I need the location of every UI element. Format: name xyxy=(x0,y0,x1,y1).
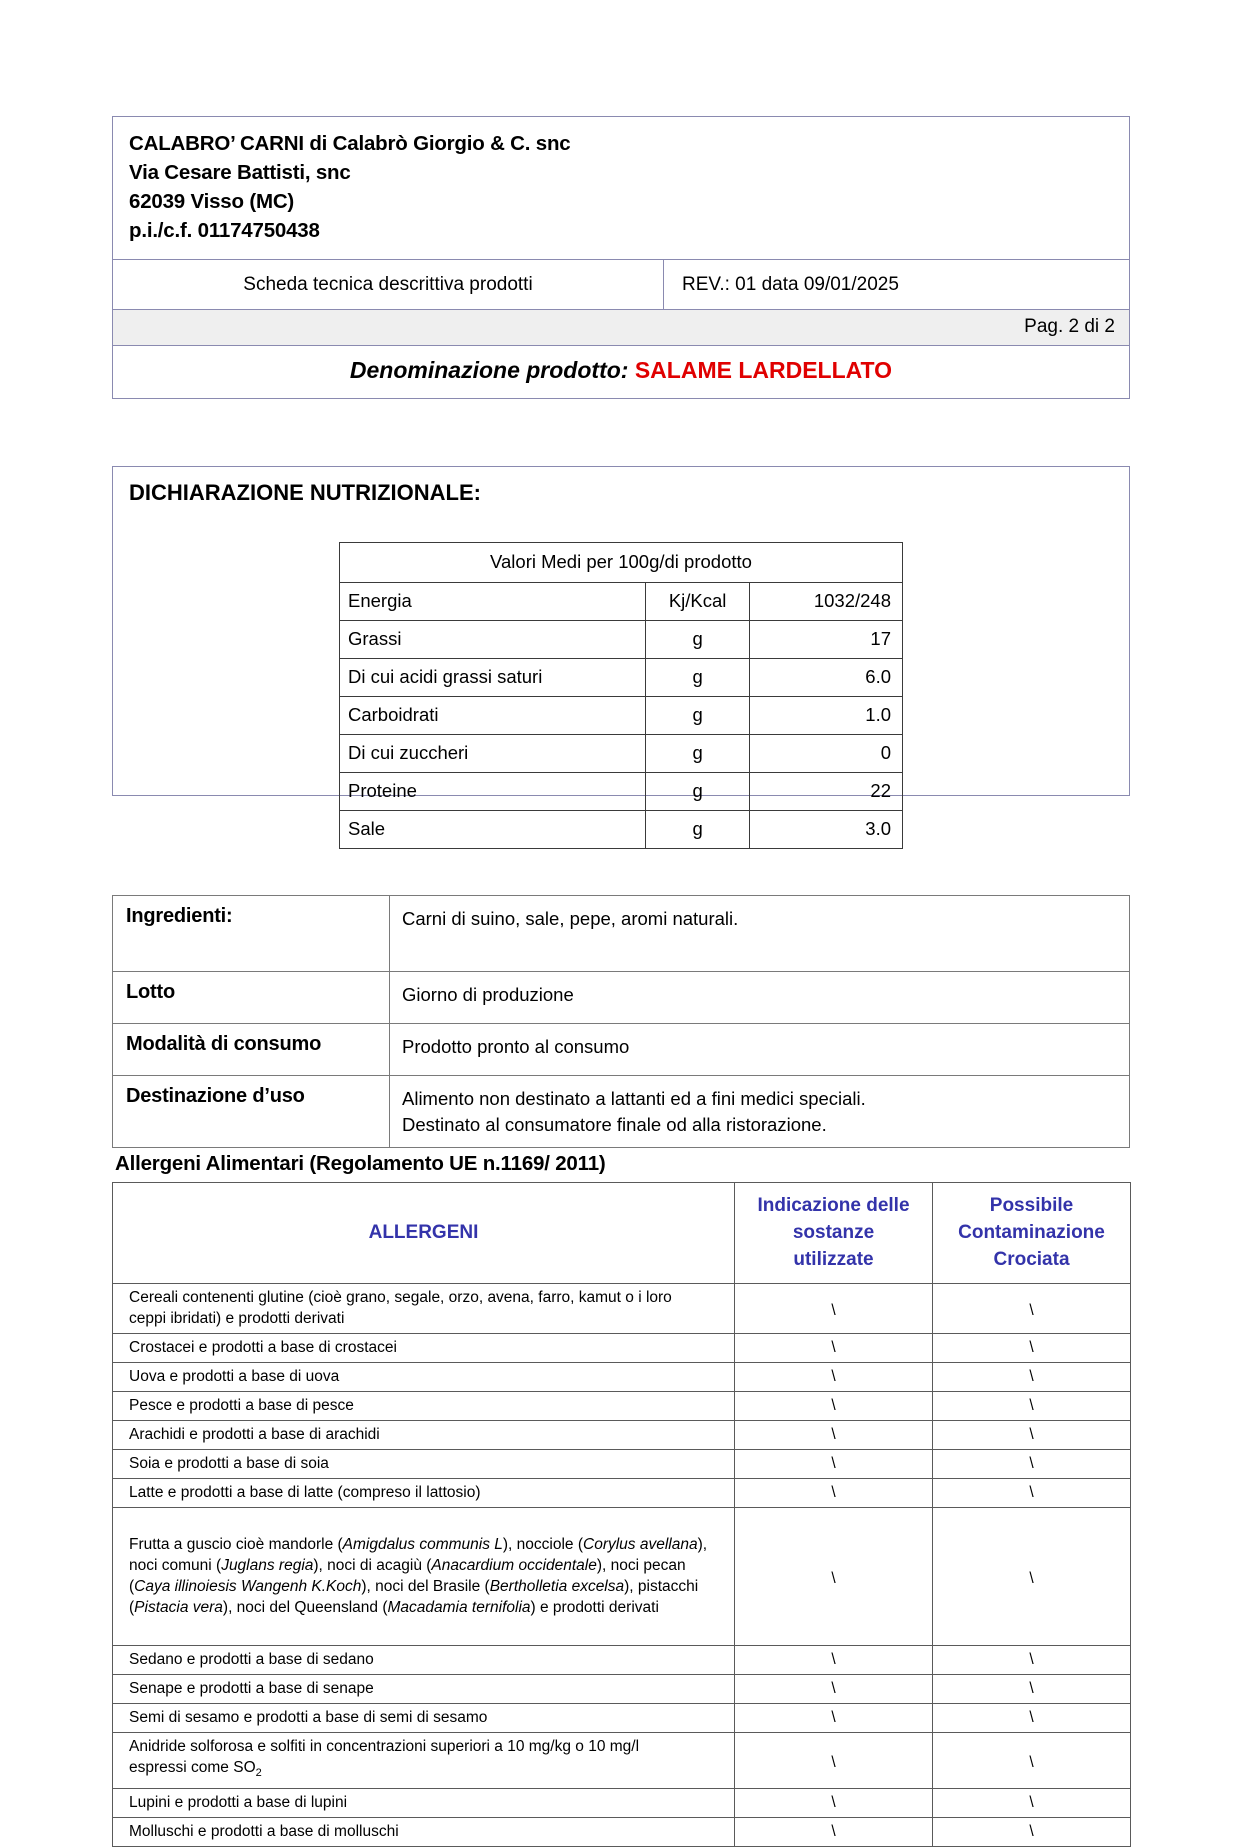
nutrition-declaration-block xyxy=(112,466,1130,839)
table-row xyxy=(113,1024,1130,1076)
allergen-contamination-mark: \ xyxy=(933,1363,1131,1392)
info-value-destinazione xyxy=(390,1076,1130,1148)
allergen-indication-mark: \ xyxy=(735,1421,933,1450)
allergen-contamination-mark: \ xyxy=(933,1733,1131,1789)
table-row xyxy=(340,659,903,697)
allergen-name: Molluschi e prodotti a base di molluschi xyxy=(113,1818,735,1847)
table-row xyxy=(113,1392,1131,1421)
allergen-contamination-mark: \ xyxy=(933,1392,1131,1421)
table-row xyxy=(113,1334,1131,1363)
destinazione-line-2: Destinato al consumatore finale od alla ristorazione. xyxy=(402,1114,827,1135)
company-info-cell xyxy=(113,117,1129,260)
allergen-name: Senape e prodotti a base di senape xyxy=(113,1675,735,1704)
info-value-modalita: Prodotto pronto al consumo xyxy=(390,1024,1130,1076)
info-value-lotto: Giorno di produzione xyxy=(390,972,1130,1024)
allergen-name: Latte e prodotti a base di latte (compreso il lattosio) xyxy=(113,1479,735,1508)
table-row xyxy=(113,1421,1131,1450)
contamination-line-1: Possibile xyxy=(989,1195,1074,1216)
nutrition-row-name: Carboidrati xyxy=(340,697,646,735)
nutrition-row-name: Sale xyxy=(340,811,646,849)
allergen-contamination-mark: \ xyxy=(933,1334,1131,1363)
table-row xyxy=(340,811,903,849)
allergen-indication-mark: \ xyxy=(735,1334,933,1363)
allergen-contamination-mark: \ xyxy=(933,1818,1131,1847)
contamination-line-2: Contaminazione xyxy=(958,1222,1105,1243)
company-city: 62039 Visso (MC) xyxy=(129,190,295,213)
allergens-header-row xyxy=(113,1183,1131,1284)
nutrition-row-value: 17 xyxy=(749,621,902,659)
denomination-label: Denominazione prodotto: xyxy=(349,357,629,383)
table-row xyxy=(340,583,903,621)
allergen-contamination-mark: \ xyxy=(933,1284,1131,1334)
table-row xyxy=(113,1646,1131,1675)
table-row xyxy=(113,1789,1131,1818)
page-number: Pag. 2 di 2 xyxy=(113,310,1129,346)
nutrition-row-unit: g xyxy=(646,735,749,773)
company-vat: p.i./c.f. 01174750438 xyxy=(129,219,320,242)
product-denomination-row xyxy=(113,346,1129,398)
nutrition-row-name: Grassi xyxy=(340,621,646,659)
allergen-indication-mark: \ xyxy=(735,1789,933,1818)
nutrition-row-unit: g xyxy=(646,773,749,811)
allergens-col-header-contamination xyxy=(933,1183,1131,1284)
table-row xyxy=(113,1704,1131,1733)
allergen-indication-mark: \ xyxy=(735,1284,933,1334)
company-street: Via Cesare Battisti, snc xyxy=(129,161,351,184)
allergen-indication-mark: \ xyxy=(735,1675,933,1704)
info-label-ingredienti: Ingredienti: xyxy=(113,896,390,972)
allergen-indication-mark: \ xyxy=(735,1392,933,1421)
allergen-name: Anidride solforosa e solfiti in concentrazioni superiori a 10 mg/kg o 10 mg/l espressi come $SO_2$ xyxy=(113,1733,735,1789)
allergen-indication-mark: \ xyxy=(735,1733,933,1789)
allergen-contamination-mark: \ xyxy=(933,1450,1131,1479)
table-row xyxy=(113,1363,1131,1392)
table-row xyxy=(340,773,903,811)
destinazione-line-1: Alimento non destinato a lattanti ed a fini medici speciali. xyxy=(402,1088,866,1109)
table-row xyxy=(113,1733,1131,1789)
nutrition-row-unit: Kj/Kcal xyxy=(646,583,749,621)
nutrition-row-value: 22 xyxy=(749,773,902,811)
allergen-name: Arachidi e prodotti a base di arachidi xyxy=(113,1421,735,1450)
nutrition-row-name: Energia xyxy=(340,583,646,621)
allergen-name: Cereali contenenti glutine (cioè grano, segale, orzo, avena, farro, kamut o i loro ceppi ibridati) e prodotti derivati xyxy=(113,1284,735,1334)
indication-line-2: sostanze xyxy=(792,1222,875,1243)
allergen-indication-mark: \ xyxy=(735,1450,933,1479)
table-row xyxy=(113,972,1130,1024)
allergens-section-title: Allergeni Alimentari (Regolamento UE n.1169/ 2011) xyxy=(115,1152,606,1175)
allergen-contamination-mark: \ xyxy=(933,1479,1131,1508)
allergen-indication-mark: \ xyxy=(735,1479,933,1508)
product-info-table xyxy=(112,895,1130,1148)
allergen-contamination-mark: \ xyxy=(933,1421,1131,1450)
allergen-name: Crostacei e prodotti a base di crostacei xyxy=(113,1334,735,1363)
nutrition-row-value: 3.0 xyxy=(749,811,902,849)
document-header-block xyxy=(112,116,1130,399)
allergen-indication-mark: \ xyxy=(735,1704,933,1733)
allergen-name: Sedano e prodotti a base di sedano xyxy=(113,1646,735,1675)
nutrition-row-value: 6.0 xyxy=(749,659,902,697)
nutrition-row-unit: g xyxy=(646,659,749,697)
nutrition-row-value: 0 xyxy=(749,735,902,773)
table-row xyxy=(113,1450,1131,1479)
denomination-value: SALAME LARDELLATO xyxy=(634,357,893,383)
table-row xyxy=(340,735,903,773)
allergen-contamination-mark: \ xyxy=(933,1789,1131,1818)
contamination-line-3: Crociata xyxy=(993,1249,1070,1270)
info-label-modalita: Modalità di consumo xyxy=(113,1024,390,1076)
info-label-destinazione: Destinazione d’uso xyxy=(113,1076,390,1148)
allergens-col-header-name: ALLERGENI xyxy=(113,1183,735,1284)
allergens-table xyxy=(112,1182,1131,1847)
allergen-name: Frutta a guscio cioè mandorle (Amigdalus communis L), nocciole (Corylus avellana), noci comuni (Juglans regia), noci di acagiù (Anacardium occidentale), noci pecan (Caya illinoiesis Wangenh K.Koch), noci del Brasile (Bertholletia excelsa), pistacchi (Pistacia vera), noci del Queensland (Macadamia ternifolia) e prodotti derivati xyxy=(113,1508,735,1646)
table-row xyxy=(113,1508,1131,1646)
table-row xyxy=(113,1675,1131,1704)
nutrition-row-unit: g xyxy=(646,697,749,735)
allergen-name: Semi di sesamo e prodotti a base di semi di sesamo xyxy=(113,1704,735,1733)
allergen-contamination-mark: \ xyxy=(933,1704,1131,1733)
nutrition-table-header: Valori Medi per 100g/di prodotto xyxy=(340,543,903,583)
nutrition-row-name: Proteine xyxy=(340,773,646,811)
doc-title-revision-row xyxy=(113,260,1129,310)
nutrition-table xyxy=(339,542,903,849)
nutrition-row-value: 1032/248 xyxy=(749,583,902,621)
table-row xyxy=(340,697,903,735)
allergen-name: Uova e prodotti a base di uova xyxy=(113,1363,735,1392)
allergen-contamination-mark: \ xyxy=(933,1508,1131,1646)
indication-line-3: utilizzate xyxy=(793,1249,874,1270)
table-row xyxy=(113,1818,1131,1847)
allergen-name: Soia e prodotti a base di soia xyxy=(113,1450,735,1479)
table-row xyxy=(113,1284,1131,1334)
nutrition-row-name: Di cui zuccheri xyxy=(340,735,646,773)
nutrition-row-unit: g xyxy=(646,621,749,659)
info-label-lotto: Lotto xyxy=(113,972,390,1024)
allergen-indication-mark: \ xyxy=(735,1646,933,1675)
allergen-indication-mark: \ xyxy=(735,1508,933,1646)
info-value-ingredienti: Carni di suino, sale, pepe, aromi naturali. xyxy=(390,896,1130,972)
allergen-name: Pesce e prodotti a base di pesce xyxy=(113,1392,735,1421)
table-row xyxy=(113,896,1130,972)
allergen-name: Lupini e prodotti a base di lupini xyxy=(113,1789,735,1818)
doc-revision: REV.: 01 data 09/01/2025 xyxy=(682,274,899,295)
allergens-col-header-indication xyxy=(735,1183,933,1284)
table-row xyxy=(113,1076,1130,1148)
nutrition-row-name: Di cui acidi grassi saturi xyxy=(340,659,646,697)
allergen-contamination-mark: \ xyxy=(933,1675,1131,1704)
allergen-indication-mark: \ xyxy=(735,1363,933,1392)
nutrition-row-value: 1.0 xyxy=(749,697,902,735)
nutrition-title: DICHIARAZIONE NUTRIZIONALE: xyxy=(129,480,481,505)
table-row xyxy=(340,621,903,659)
allergen-indication-mark: \ xyxy=(735,1818,933,1847)
company-name: CALABRO’ CARNI di Calabrò Giorgio & C. snc xyxy=(129,132,571,155)
doc-title: Scheda tecnica descrittiva prodotti xyxy=(113,260,664,309)
allergen-contamination-mark: \ xyxy=(933,1646,1131,1675)
nutrition-row-unit: g xyxy=(646,811,749,849)
indication-line-1: Indicazione delle xyxy=(757,1195,910,1216)
nutrition-table-header-row xyxy=(340,543,903,583)
table-row xyxy=(113,1479,1131,1508)
